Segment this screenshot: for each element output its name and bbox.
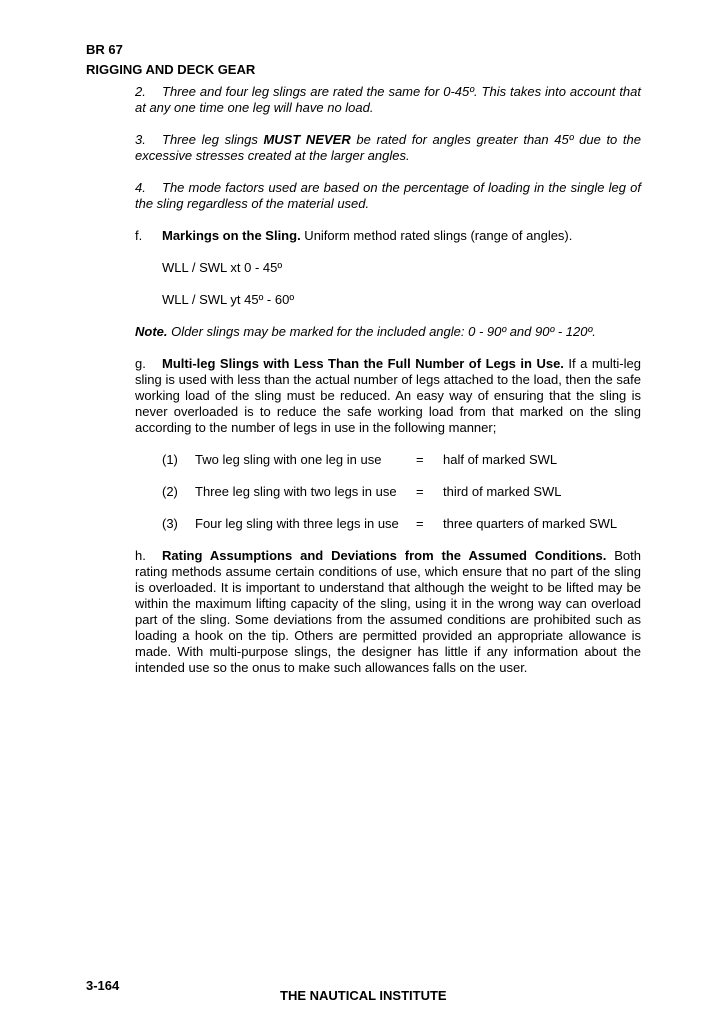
- row-3-number: (3): [162, 516, 178, 531]
- section-f-heading: Markings on the Sling.: [162, 228, 301, 243]
- page-content: [135, 84, 641, 676]
- note-label: Note.: [135, 324, 168, 339]
- item-4: [135, 180, 641, 212]
- footer-institute: THE NAUTICAL INSTITUTE: [280, 988, 447, 1003]
- item-3-emphasis: MUST NEVER: [263, 132, 351, 147]
- row-3-equals: =: [416, 516, 424, 531]
- note: [135, 324, 641, 340]
- doc-code: BR 67: [86, 42, 123, 57]
- item-3-number: 3.: [135, 132, 146, 147]
- row-1-number: (1): [162, 452, 178, 467]
- section-g-letter: g.: [135, 356, 146, 371]
- marking-2: WLL / SWL yt 45º - 60º: [162, 292, 295, 307]
- marking-1: WLL / SWL xt 0 - 45º: [162, 260, 283, 275]
- section-g: [135, 356, 641, 436]
- row-3-description: Four leg sling with three legs in use: [195, 516, 399, 531]
- section-h-text: Both rating methods assume certain conditions of use, which ensure that no part of the sling is overloaded. It is important to understand that although the weight to be lifted may be within the maximum lifting capacity of the sling, using it in the wrong way can overload part of the sling. Some deviations from the assumed conditions are prohibited such as loading a hook on the tip. Others are permitted provided an appropriate allowance is made. With multi-purpose slings, the designer has little if any information about the intended use so the onus to make such allowances falls on the user.: [135, 548, 641, 675]
- legs-row-1: [135, 452, 641, 468]
- row-1-description: Two leg sling with one leg in use: [195, 452, 382, 467]
- section-g-text: If a multi-leg sling is used with less than the actual number of legs attached to the load, then the safe working load of the sling must be reduced. An easy way of ensuring that the sling is never overloaded is to reduce the safe working load from that marked on the sling according to the number of legs in use in the following manner;: [135, 356, 641, 435]
- legs-row-2: [135, 484, 641, 500]
- row-2-description: Three leg sling with two legs in use: [195, 484, 397, 499]
- row-1-equals: =: [416, 452, 424, 467]
- item-2-text: Three and four leg slings are rated the same for 0-45º. This takes into account that at any one time one leg will have no load.: [135, 84, 641, 115]
- section-f-text: Uniform method rated slings (range of angles).: [300, 228, 573, 243]
- item-3-text-before: Three leg slings: [162, 132, 264, 147]
- item-2-number: 2.: [135, 84, 146, 99]
- doc-title: RIGGING AND DECK GEAR: [86, 62, 256, 77]
- item-2: [135, 84, 641, 116]
- item-4-text: The mode factors used are based on the percentage of loading in the single leg of the sling regardless of the material used.: [135, 180, 641, 211]
- document-header: [86, 40, 255, 80]
- row-3-result: three quarters of marked SWL: [443, 516, 618, 531]
- item-3-text-after: be rated for angles greater than 45º due to the excessive stresses created at the larger angles.: [135, 132, 641, 163]
- row-2-number: (2): [162, 484, 178, 499]
- section-f: [135, 228, 641, 244]
- row-2-result: third of marked SWL: [443, 484, 562, 499]
- page-number: 3-164: [86, 978, 120, 993]
- section-g-heading: Multi-leg Slings with Less Than the Full Number of Legs in Use.: [162, 356, 564, 371]
- item-4-number: 4.: [135, 180, 146, 195]
- section-h-heading: Rating Assumptions and Deviations from the Assumed Conditions.: [162, 548, 607, 563]
- section-f-letter: f.: [135, 228, 143, 243]
- row-1-result: half of marked SWL: [443, 452, 558, 467]
- item-3: [135, 132, 641, 164]
- note-text: Older slings may be marked for the included angle: 0 - 90º and 90º - 120º.: [167, 324, 596, 339]
- section-h: [135, 548, 641, 676]
- row-2-equals: =: [416, 484, 424, 499]
- legs-row-3: [135, 516, 641, 532]
- section-h-letter: h.: [135, 548, 146, 563]
